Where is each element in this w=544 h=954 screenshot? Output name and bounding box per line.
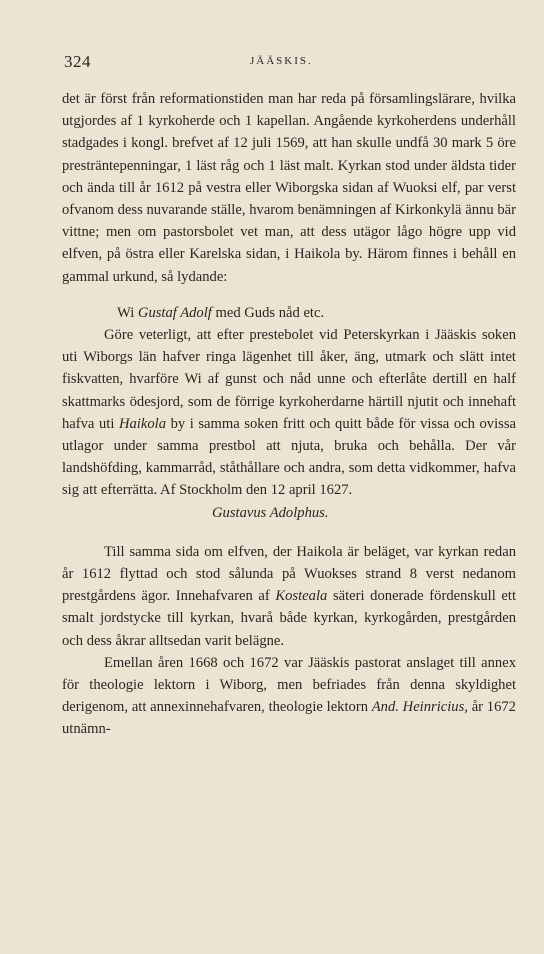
- running-head: JÄÄSKIS.: [250, 55, 313, 67]
- letter-opening-post: med Guds nåd etc.: [211, 304, 325, 321]
- estate-name: Kosteala: [275, 588, 328, 605]
- page-number: 324: [64, 52, 91, 71]
- page-header: [64, 52, 484, 76]
- paragraph-annex-pre: Emellan åren 1668 och 1672 var Jääskis pastorat anslaget till annex för theologie lektorn i Wiborg, men befriades från denna skyldighet derigenom, att annexinnehafvaren, theologie lektorn: [62, 654, 516, 716]
- page-body: [62, 88, 516, 741]
- paragraph-church-move: [62, 541, 516, 652]
- letter-opening: [62, 302, 516, 324]
- paragraph-annex: [62, 652, 516, 741]
- paragraph-church-move-pre: Till samma sida om elfven, der Haikola är beläget, var kyrkan redan år 1612 flyttad och stod sålunda på Wuokses strand 8 verst nedanom prestgårdens ägor. Innehafvaren af: [62, 543, 516, 605]
- lector-name: And. Heinricius,: [371, 699, 468, 716]
- letter-body-pre: Göre veterligt, att efter prestebolet vid Peterskyrkan i Jääskis soken uti Wiborgs län hafver ringa lägenhet till åker, äng, utmark och slätt intet fiskvatten, hvarföre Wi af gunst och nåd unne och efterlåte dertill en half skattmarks ödesjord, som de förrige kyrkoherdarne härtill njutit och innehaft hafva uti: [62, 327, 516, 432]
- letter-body: [62, 324, 516, 502]
- section-gap: [62, 524, 516, 541]
- letter-body-post: by i samma soken fritt och quitt både för vissa och ovissa utlagor under samma prestbol att njuta, bruka och behålla. Der vår landshöfding, kammarråd, ståthållare och andra, som detta vidkommer, hafva sig att efterrätta. Af Stockholm den 12 april 1627.: [62, 415, 516, 499]
- paragraph-church-move-post: säteri donerade fördenskull ett smalt jordstycke till kyrkan, hvarå både kyrkan, kyrkogården, prestgården och dess åkrar alltsedan varit belägne.: [62, 588, 516, 649]
- letter-opening-pre: Wi: [117, 304, 138, 321]
- paragraph-annex-post: år 1672 utnämn-: [62, 699, 516, 738]
- paragraph-intro: det är först från reformationstiden man har reda på församlingslärare, hvilka utgjordes af 1 kyrkoherde och 1 kapellan. Angående kyrkoherdens underhåll stadgades i kongl. brefvet af 12 juli 1569, att han skulle undfå 30 mark 5 öre presträntepenningar, 1 läst råg och 1 läst malt. Kyrkan stod under äldsta tider och ända till år 1612 på vestra eller Wiborgska sidan af Wuoksi elf, par verst ofvanom dess nuvarande ställe, hvarom benämningen af Kirkonkylä ännu bär vittne; men om pastorsbolet vet man, att dess utägor lågo högre upp vid elfven, på östra eller Karelska sidan, i Haikola by. Härom finnes i behåll en gammal urkund, så lydande:: [62, 91, 516, 285]
- letter-body-place: Haikola: [118, 415, 166, 432]
- letter-opening-name: Gustaf Adolf: [137, 304, 212, 321]
- letter-signature: Gustavus Adolphus.: [212, 504, 329, 521]
